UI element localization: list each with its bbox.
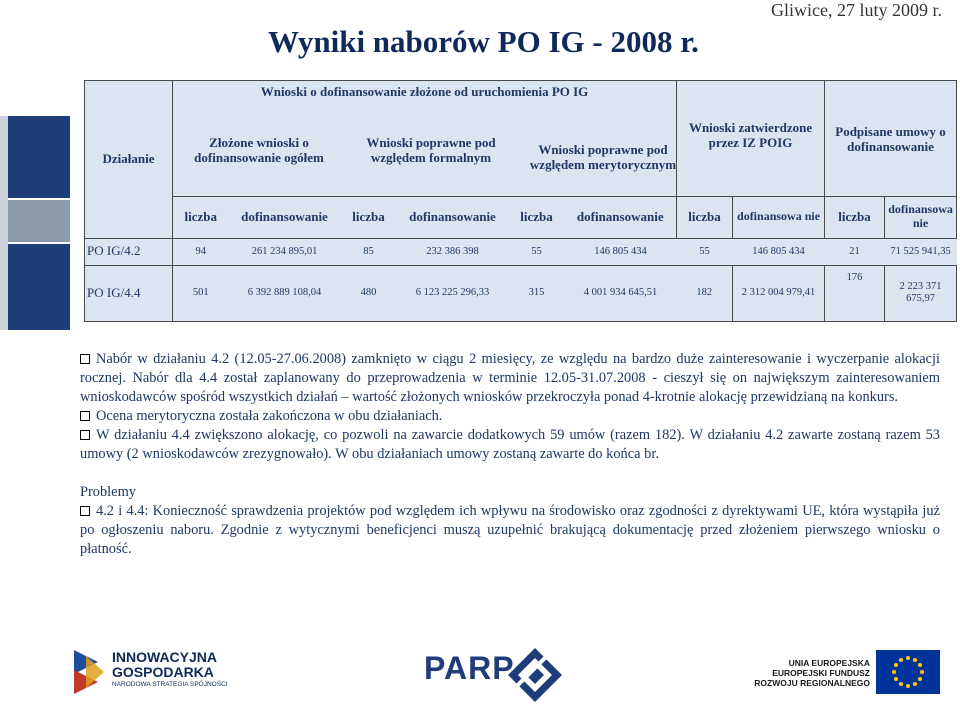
cell: 94 <box>173 238 229 265</box>
checkbox-bullet-icon <box>80 506 90 516</box>
table-row <box>85 265 957 321</box>
cell: 2 223 371 675,97 <box>885 265 957 321</box>
sub-liczba-3: liczba <box>509 196 565 238</box>
sub-dofin-2: dofinansowanie <box>397 196 509 238</box>
cell: 21 <box>825 238 885 265</box>
problems-heading: Problemy <box>80 484 136 500</box>
paragraph-4 <box>80 502 940 559</box>
cell: 55 <box>677 238 733 265</box>
decor-bar-bottom <box>0 244 70 330</box>
body-text <box>80 350 940 559</box>
eu-line-2: EUROPEJSKI FUNDUSZ <box>772 668 870 678</box>
cell: 2 312 004 979,41 <box>733 265 825 321</box>
cell: 146 805 434 <box>733 238 825 265</box>
results-table <box>84 80 957 322</box>
checkbox-bullet-icon <box>80 430 90 440</box>
cell: 182 <box>677 265 733 321</box>
sub-dofin-4: dofinansowa nie <box>733 196 825 238</box>
sub-liczba-4: liczba <box>677 196 733 238</box>
page-title: Wyniki naborów PO IG - 2008 r. <box>268 24 699 59</box>
cell: 315 <box>509 265 565 321</box>
header-group-wnioski <box>173 81 677 197</box>
cell: 232 386 398 <box>397 238 509 265</box>
decor-bar-top <box>0 116 70 198</box>
paragraph-3 <box>80 426 940 464</box>
cell: 501 <box>173 265 229 321</box>
parp-logo-icon <box>506 646 564 704</box>
paragraph-1-text: Nabór w działaniu 4.2 (12.05-27.06.2008) zamknięto w ciągu 2 miesięcy, ze względu na bardzo duże zainteresowanie i wyczerpanie alokacji rocznej. Nabór dla 4.4 został zaplanowany do przeprowadzenia w terminie 12.05-31.07.2008 - cieszył się on największym zainteresowaniem wnioskodawców spośród wszystkich działań – wartość złożonych wniosków przekroczyła ponad 4-krotnie alokację przewidzianą na konkurs. <box>80 351 940 405</box>
paragraph-3-text: W działaniu 4.4 zwiększono alokację, co pozwoli na zawarcie dodatkowych 59 umów (razem 182). W działaniu 4.2 zawarte zostaną razem 53 umowy (2 wnioskodawców zrezygnowało). W obu działaniach umowy zostaną zawarte do końca br. <box>80 427 940 462</box>
cell: 55 <box>509 238 565 265</box>
row-label: PO IG/4.4 <box>85 265 173 321</box>
row-label: PO IG/4.2 <box>85 238 173 265</box>
ig-line-2: GOSPODARKA <box>112 664 214 680</box>
checkbox-bullet-icon <box>80 354 90 364</box>
paragraph-2-text: Ocena merytoryczna została zakończona w obu działaniach. <box>96 408 443 424</box>
decor-gray-panel <box>0 116 8 330</box>
header-zlozone: Złożone wnioski o dofinansowanie ogółem <box>173 111 345 191</box>
checkbox-bullet-icon <box>80 411 90 421</box>
sub-dofin-1: dofinansowanie <box>229 196 341 238</box>
sub-dofin-5: dofinansowa nie <box>885 196 957 238</box>
cell: 6 123 225 296,33 <box>397 265 509 321</box>
cell: 146 805 434 <box>565 238 677 265</box>
innowacyjna-logo-text <box>112 650 228 689</box>
date-line: Gliwice, 27 luty 2009 r. <box>771 0 942 20</box>
cell: 480 <box>341 265 397 321</box>
cell: 6 392 889 108,04 <box>229 265 341 321</box>
paragraph-4-text: 4.2 i 4.4: Konieczność sprawdzenia projektów pod względem ich wpływu na środowisko oraz zgodności z dyrektywami UE, która wystąpiła już po ogłoszeniu naboru. Zgodnie z wytycznymi beneficjenci muszą uzupełnić brakującą dokumentację przed złożeniem pierwszego wniosku o płatność. <box>80 503 940 557</box>
parp-logo-text: PARP <box>424 650 515 686</box>
header-merytoryczne: Wnioski poprawne pod względem merytorycznym <box>517 111 689 191</box>
paragraph-1 <box>80 350 940 407</box>
footer-logos <box>0 636 960 703</box>
sub-liczba-1: liczba <box>173 196 229 238</box>
header-umowy: Podpisane umowy o dofinansowanie <box>825 81 957 197</box>
table-row <box>85 238 957 265</box>
header-subgroup <box>173 111 689 191</box>
header-dzialanie: Działanie <box>85 81 173 239</box>
header-zatwierdzone: Wnioski zatwierdzone przez IZ POIG <box>677 81 825 197</box>
eu-flag-icon <box>876 650 940 694</box>
eu-line-3: ROZWOJU REGIONALNEGO <box>754 678 870 688</box>
sub-dofin-3: dofinansowanie <box>565 196 677 238</box>
sub-liczba-2: liczba <box>341 196 397 238</box>
ig-line-3: NARODOWA STRATEGIA SPÓJNOŚCI <box>112 681 228 688</box>
cell: 71 525 941,35 <box>885 238 957 265</box>
cell: 85 <box>341 238 397 265</box>
ig-line-1: INNOWACYJNA <box>112 649 218 665</box>
cell: 176 <box>825 265 885 321</box>
eu-line-1: UNIA EUROPEJSKA <box>788 658 870 668</box>
eu-logo-text <box>738 658 870 688</box>
sub-liczba-5: liczba <box>825 196 885 238</box>
header-group-label: Wnioski o dofinansowanie złożone od uruchomienia PO IG <box>260 84 589 99</box>
cell: 4 001 934 645,51 <box>565 265 677 321</box>
decor-bar-middle <box>0 200 70 242</box>
paragraph-2 <box>80 407 940 426</box>
innowacyjna-gospodarka-logo-icon <box>72 646 106 696</box>
header-formalne: Wnioski poprawne pod względem formalnym <box>345 111 517 191</box>
cell: 261 234 895,01 <box>229 238 341 265</box>
